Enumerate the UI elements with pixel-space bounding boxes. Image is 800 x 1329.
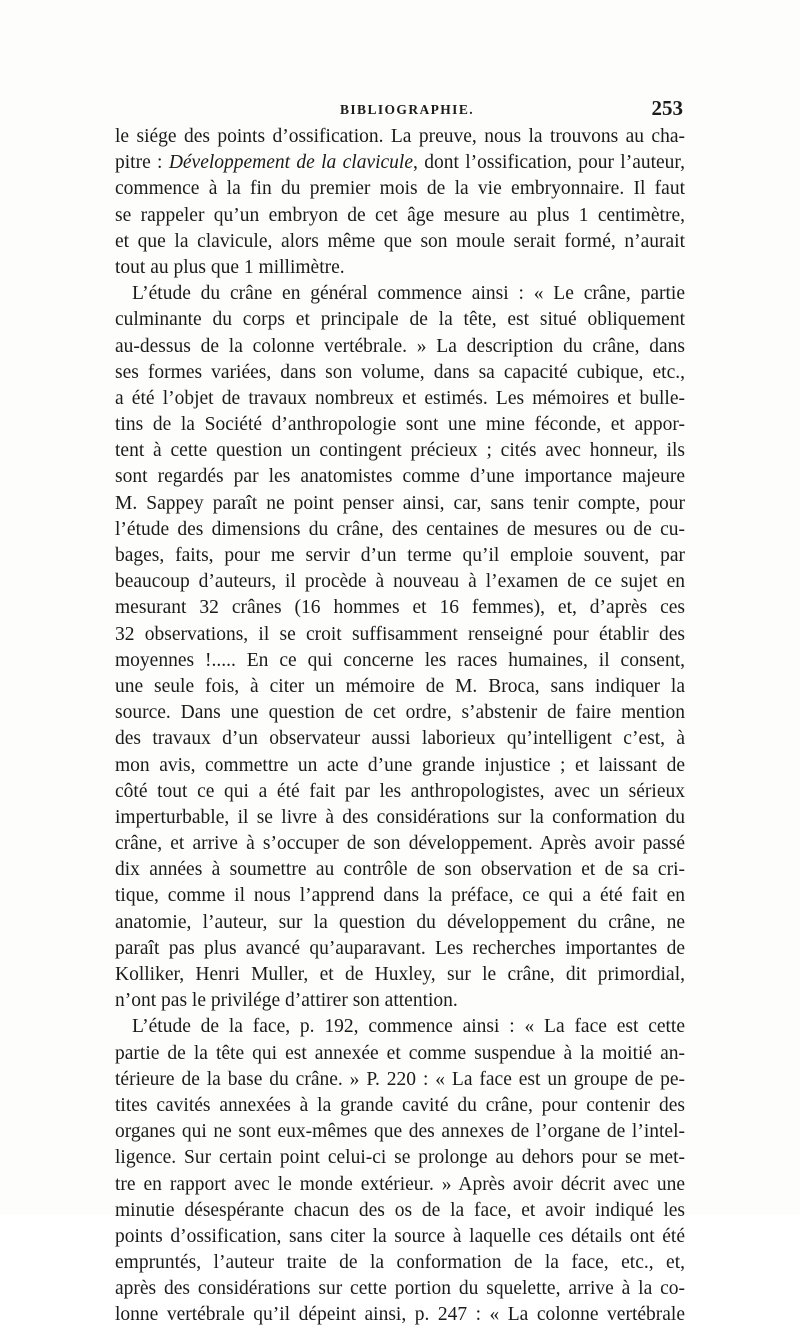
text-line	[115, 517, 685, 543]
text-line	[115, 648, 685, 674]
text-line	[115, 543, 685, 569]
text-line	[115, 281, 685, 307]
text-line	[115, 962, 685, 988]
text-line	[115, 569, 685, 595]
text-line	[115, 1250, 685, 1276]
text-line-content: Kolliker, Henri Muller, et de Huxley, sur le crâne, dit primordial,	[115, 964, 685, 985]
text-line-content: l’étude des dimensions du crâne, des centaines de mesures ou de cu-	[115, 518, 685, 540]
text-line-content: tent à cette question un contingent précieux ; cités avec honneur, ils	[115, 440, 685, 462]
text-line-content: paraît pas plus avancé qu’auparavant. Les recherches importantes de	[115, 937, 685, 959]
text-line-content: des travaux d’un observateur aussi laborieux qu’intelligent c’est, à	[115, 728, 685, 750]
text-line-content: sont regardés par les anatomistes comme d’une importance majeure	[115, 466, 685, 488]
text-line-content: térieure de la base du crâne. » P. 220 : « La face est un groupe de pe-	[115, 1068, 685, 1090]
text-line-content: se rappeler qu’un embryon de cet âge mesure au plus 1 centimètre,	[115, 204, 685, 226]
text-line	[115, 857, 685, 883]
text-line	[115, 150, 685, 176]
text-line-content: organes qui ne sont eux-mêmes que des annexes de l’organe de l’intel-	[115, 1121, 685, 1143]
text-line-content: une seule fois, à citer un mémoire de M. Broca, sans indiquer la	[115, 675, 685, 697]
text-line	[115, 203, 685, 229]
text-line-content: tites cavités annexées à la grande cavité du crâne, pour contenir des	[115, 1094, 685, 1116]
text-line-content: ses formes variées, dans son volume, dans sa capacité cubique, etc.,	[115, 361, 685, 383]
text-line-content: moyennes !..... En ce qui concerne les races humaines, il consent,	[115, 649, 685, 671]
text-line-content: n’ont pas le privilége d’attirer son attention.	[115, 990, 458, 1012]
text-line	[115, 1302, 685, 1328]
text-line	[115, 255, 685, 281]
text-line	[115, 883, 685, 909]
text-line	[115, 622, 685, 648]
text-line-content: 32 observations, il se croit suffisamment renseigné pour établir des	[115, 623, 685, 645]
text-line-content: mesurant 32 crânes (16 hommes et 16 femmes), et, d’après ces	[115, 597, 685, 619]
text-line	[115, 1276, 685, 1302]
text-line	[115, 1119, 685, 1145]
text-line	[115, 726, 685, 752]
text-line-content: M. Sappey paraît ne point penser ainsi, car, sans tenir compte, pour	[115, 492, 685, 514]
text-line	[115, 1093, 685, 1119]
text-line-content: au-dessus de la colonne vertébrale. » La description du crâne, dans	[115, 335, 685, 357]
text-line-content: points d’ossification, sans citer la source à laquelle ces détails ont été	[115, 1225, 685, 1247]
text-line	[115, 307, 685, 333]
text-line	[115, 805, 685, 831]
text-line-content: mon avis, commettre un acte d’une grande injustice ; et laissant de	[115, 754, 685, 776]
text-line	[115, 1198, 685, 1224]
text-line-content: beaucoup d’auteurs, il procède à nouveau à l’examen de ce sujet en	[115, 571, 685, 593]
text-line-content: après des considérations sur cette portion du squelette, arrive à la co-	[115, 1278, 685, 1300]
italic-title: Développement de la clavicule	[168, 152, 414, 174]
text-line-continuation: , dont l’ossification, pour l’auteur,	[413, 152, 686, 174]
text-line	[115, 1041, 685, 1067]
text-line	[115, 910, 685, 936]
text-line	[115, 700, 685, 726]
page-number: 253	[651, 96, 683, 120]
text-line	[115, 595, 685, 621]
text-line-content: tout au plus que 1 millimètre.	[115, 256, 345, 278]
text-line	[115, 674, 685, 700]
text-line-content: le siége des points d’ossification. La preuve, nous la trouvons au cha-	[115, 126, 685, 147]
text-line	[115, 1067, 685, 1093]
text-line-content: L’étude du crâne en général commence ainsi : « Le crâne, partie	[132, 283, 685, 305]
text-line	[115, 124, 685, 150]
text-line-content: a été l’objet de travaux nombreux et estimés. Les mémoires et bulle-	[115, 387, 685, 409]
text-line	[115, 438, 685, 464]
text-line	[115, 334, 685, 360]
text-line-content: source. Dans une question de cet ordre, s’abstenir de faire mention	[115, 702, 685, 724]
text-line-content: culminante du corps et principale de la tête, est situé obliquement	[115, 309, 685, 331]
text-line-content: bages, faits, pour me servir d’un terme qu’il emploie souvent, par	[115, 545, 685, 566]
text-line	[115, 1224, 685, 1250]
text-line-content: ligence. Sur certain point celui-ci se prolonge au dehors pour se met-	[115, 1147, 685, 1169]
text-line-content: anatomie, l’auteur, sur la question du développement du crâne, ne	[115, 911, 685, 933]
text-line	[115, 1014, 685, 1040]
text-line-content: crâne, et arrive à s’occuper de son développement. Après avoir passé	[115, 833, 685, 855]
text-line	[115, 936, 685, 962]
text-line-content: empruntés, l’auteur traite de la conformation de la face, etc., et,	[115, 1252, 685, 1274]
text-line	[115, 1172, 685, 1198]
text-line	[115, 464, 685, 490]
text-line-content: L’étude de la face, p. 192, commence ainsi : « La face est cette	[132, 1016, 685, 1038]
text-line-content: tique, comme il nous l’apprend dans la préface, ce qui a été fait en	[115, 885, 685, 907]
text-line-content: côté tout ce qui a été fait par les anthropologistes, avec un sérieux	[115, 780, 685, 802]
text-line	[115, 176, 685, 202]
text-line	[115, 779, 685, 805]
page-header	[115, 98, 685, 124]
text-line	[115, 1145, 685, 1171]
text-line-content: pitre :	[115, 152, 169, 174]
text-line-content: commence à la fin du premier mois de la vie embryonnaire. Il faut	[115, 178, 685, 200]
text-line-content: minutie désespérante chacun des os de la face, et avoir indiqué les	[115, 1199, 685, 1221]
text-line-content: et que la clavicule, alors même que son moule serait formé, n’aurait	[115, 230, 685, 252]
text-line	[115, 988, 685, 1014]
text-line-content: partie de la tête qui est annexée et comme suspendue à la moitié an-	[115, 1042, 685, 1064]
text-line-content: imperturbable, il se livre à des considérations sur la conformation du	[115, 806, 685, 828]
running-head: BIBLIOGRAPHIE.	[340, 102, 475, 117]
text-line	[115, 360, 685, 386]
text-line-content: dix années à soumettre au contrôle de son observation et de sa cri-	[115, 859, 685, 881]
text-line	[115, 229, 685, 255]
text-line	[115, 386, 685, 412]
text-line-content: tins de la Société d’anthropologie sont une mine féconde, et appor-	[115, 414, 685, 436]
text-line-content: tre en rapport avec le monde extérieur. » Après avoir décrit avec une	[115, 1173, 685, 1195]
text-line	[115, 412, 685, 438]
text-line-content: lonne vertébrale qu’il dépeint ainsi, p. 247 : « La colonne vertébrale	[115, 1304, 685, 1326]
text-line	[115, 831, 685, 857]
text-line	[115, 753, 685, 779]
text-line	[115, 491, 685, 517]
body-text	[115, 124, 685, 1329]
